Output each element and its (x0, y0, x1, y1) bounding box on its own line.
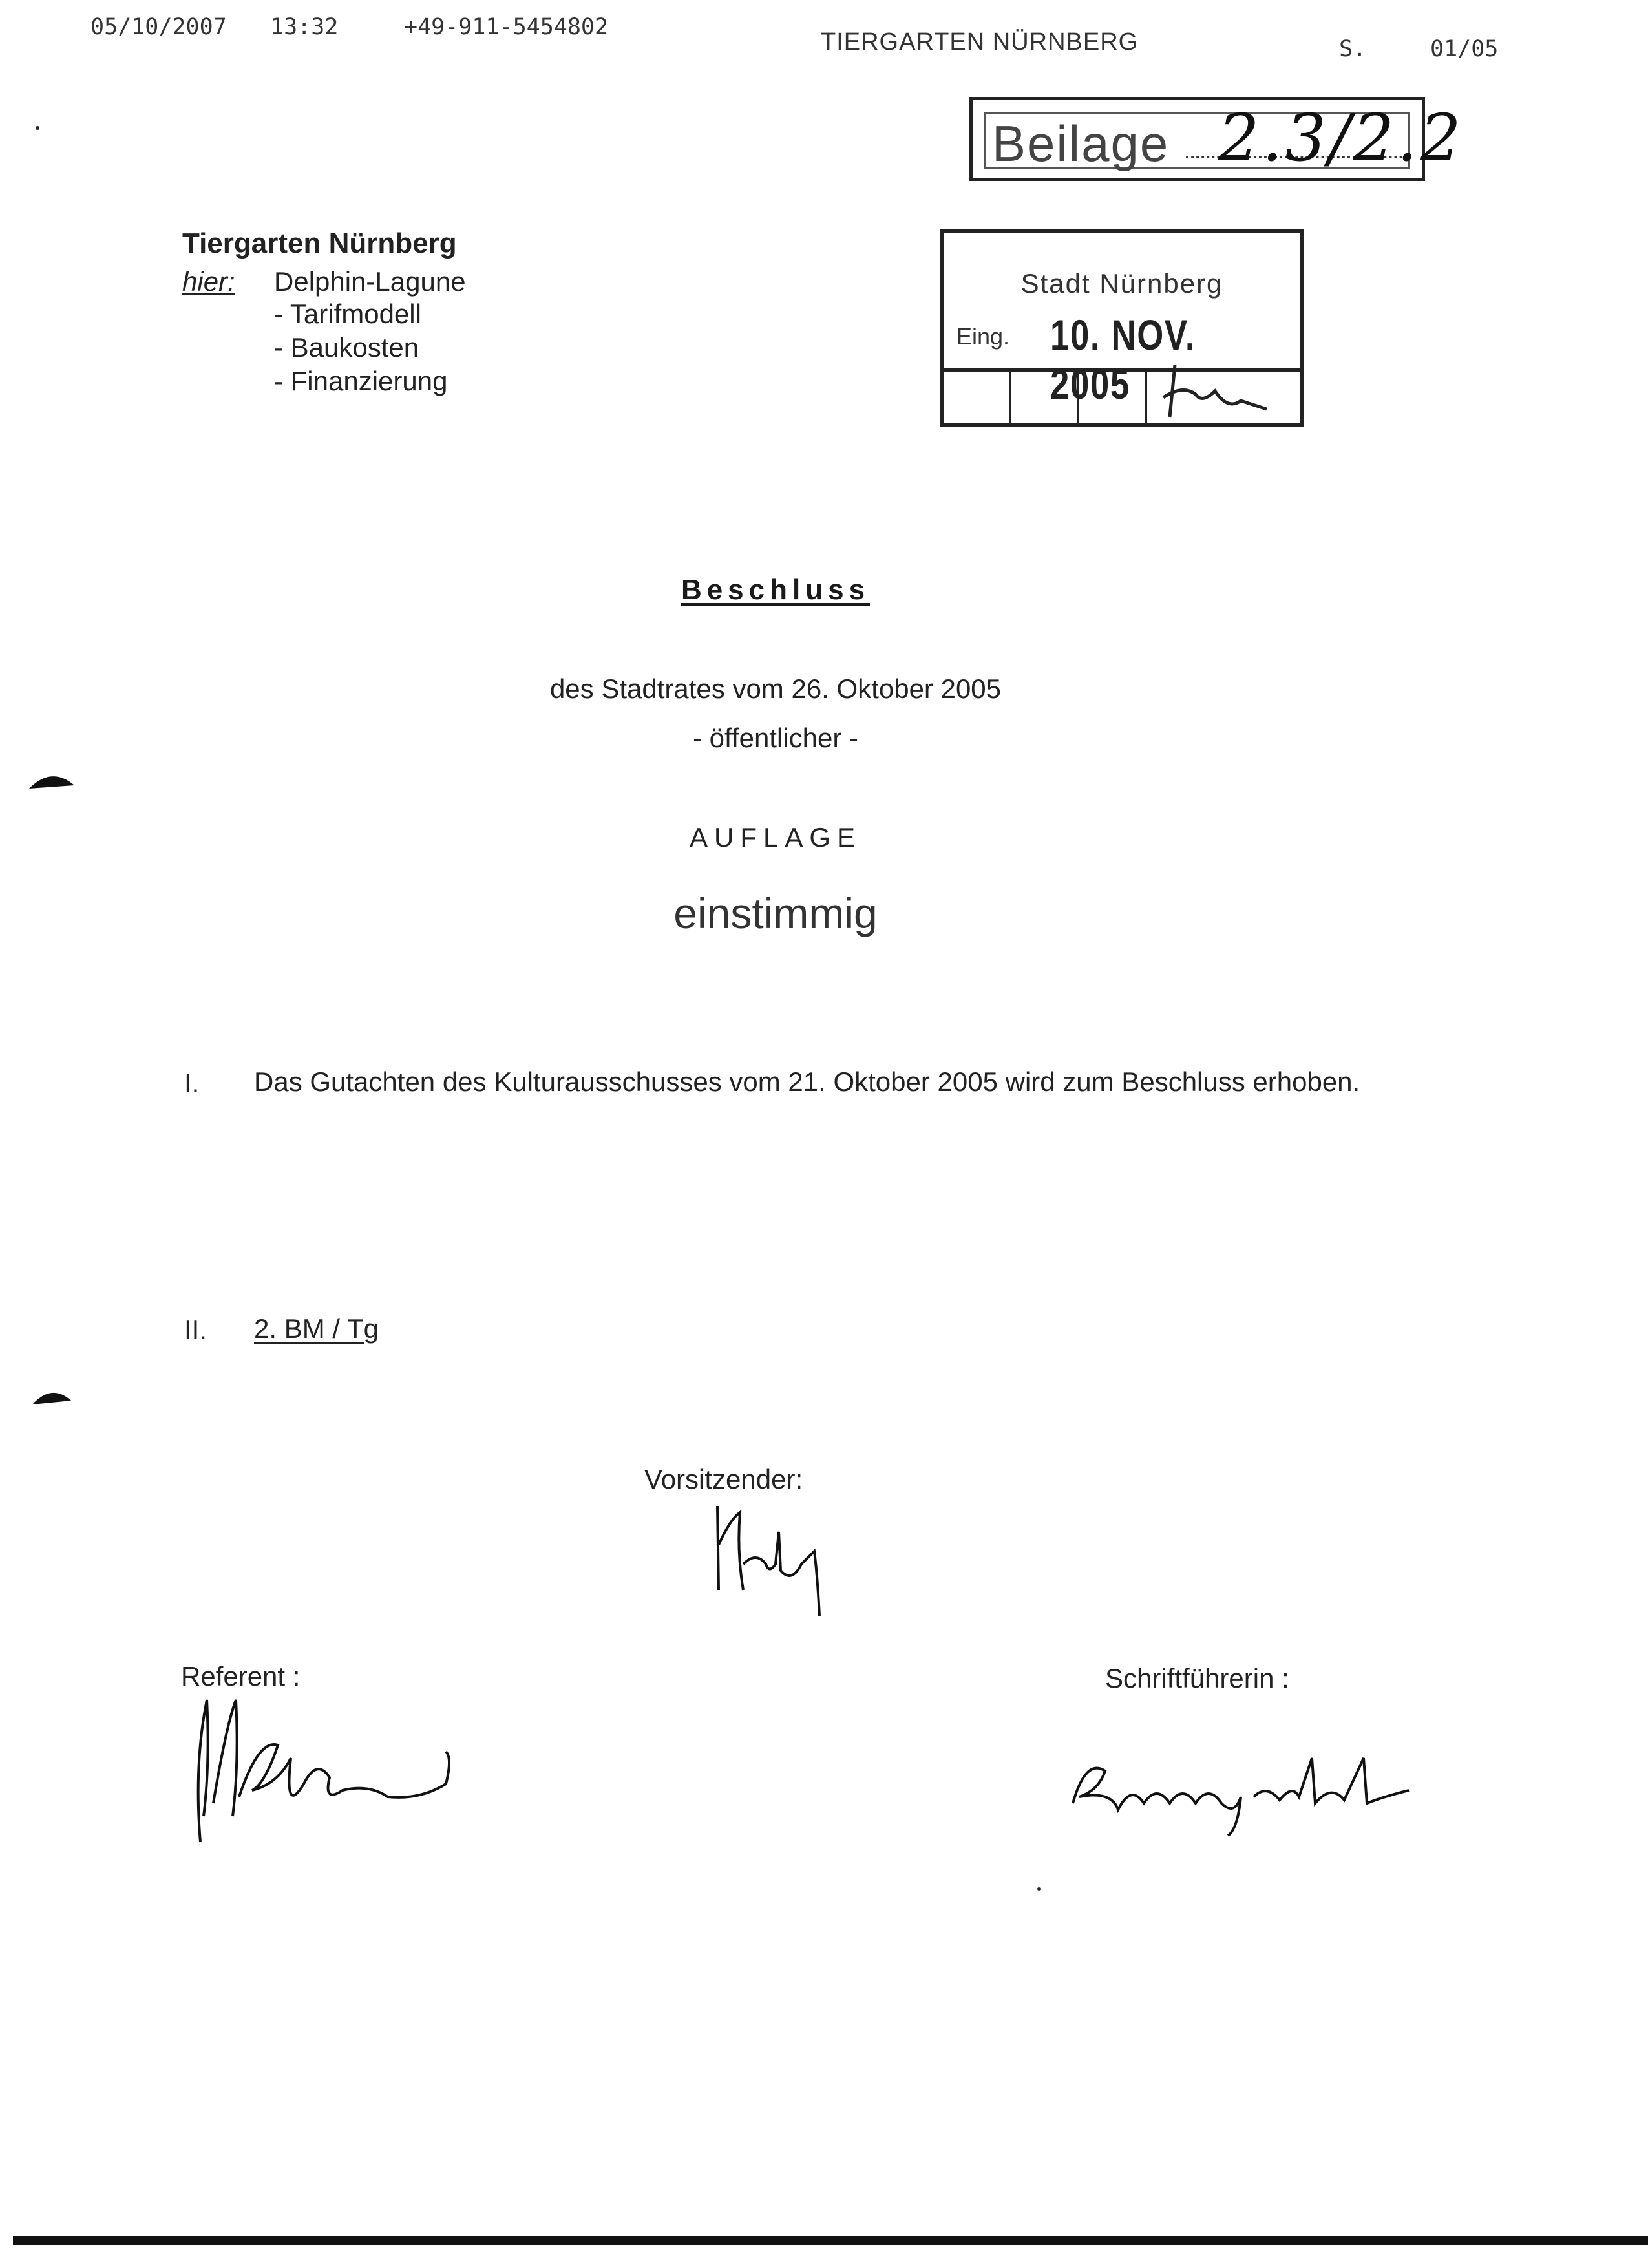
subject-item: - Tarifmodell (274, 299, 421, 329)
section-text: Das Gutachten des Kulturausschusses vom 21. Oktober 2005 wird zum Beschluss erhoben. (254, 1066, 1360, 1097)
decision-type: AUFLAGE (689, 822, 862, 853)
fax-time: 13:32 (270, 14, 339, 40)
fax-phone-number: +49-911-5454802 (404, 14, 609, 40)
recorder-label: Schriftführerin : (1105, 1663, 1289, 1693)
subject-item: - Baukosten (274, 332, 419, 363)
stamp-initials-signature (1157, 359, 1273, 423)
received-stamp (940, 229, 1304, 427)
scan-mark (29, 1386, 74, 1410)
section-number: II. (184, 1315, 207, 1345)
section-text: 2. BM / Tg (254, 1313, 379, 1344)
subject-hier-label: hier: (182, 266, 235, 297)
beilage-stamp (969, 97, 1464, 181)
chair-label: Vorsitzender: (644, 1464, 803, 1494)
decision-subtitle: des Stadtrates vom 26. Oktober 2005 (549, 673, 1002, 704)
subject-item: Delphin-Lagune (274, 266, 466, 297)
fax-page-label: S. (1339, 36, 1367, 62)
fax-page-number: 01/05 (1430, 36, 1499, 62)
beilage-label: Beilage (992, 115, 1170, 172)
fax-date: 05/10/2007 (90, 14, 227, 40)
decision-vote: einstimmig (673, 889, 878, 937)
stamp-box (1011, 372, 1079, 423)
decision-publicity: - öffentlicher - (693, 723, 858, 753)
received-stamp-date: 10. NOV. 2005 (1050, 311, 1196, 408)
section-number: I. (184, 1068, 200, 1098)
scan-edge-bar (13, 2236, 1648, 2245)
decision-heading: Beschluss (681, 574, 871, 606)
recorder-signature (1060, 1745, 1422, 1836)
referent-label: Referent : (181, 1661, 301, 1691)
scan-mark (26, 769, 78, 795)
stamp-box (1079, 372, 1147, 423)
received-stamp-label: Eing. (956, 323, 1010, 350)
subject-item: - Finanzierung (274, 366, 448, 396)
scan-speck (1037, 1887, 1041, 1891)
referent-signature (174, 1687, 472, 1855)
fax-organization: TIERGARTEN NÜRNBERG (821, 28, 1139, 56)
beilage-number: 2.3/2.2 (1218, 100, 1464, 176)
subject-title: Tiergarten Nürnberg (182, 228, 457, 259)
received-stamp-city: Stadt Nürnberg (1020, 268, 1223, 299)
stamp-box (944, 372, 1011, 423)
scan-speck (36, 126, 39, 130)
chair-signature (704, 1493, 860, 1622)
